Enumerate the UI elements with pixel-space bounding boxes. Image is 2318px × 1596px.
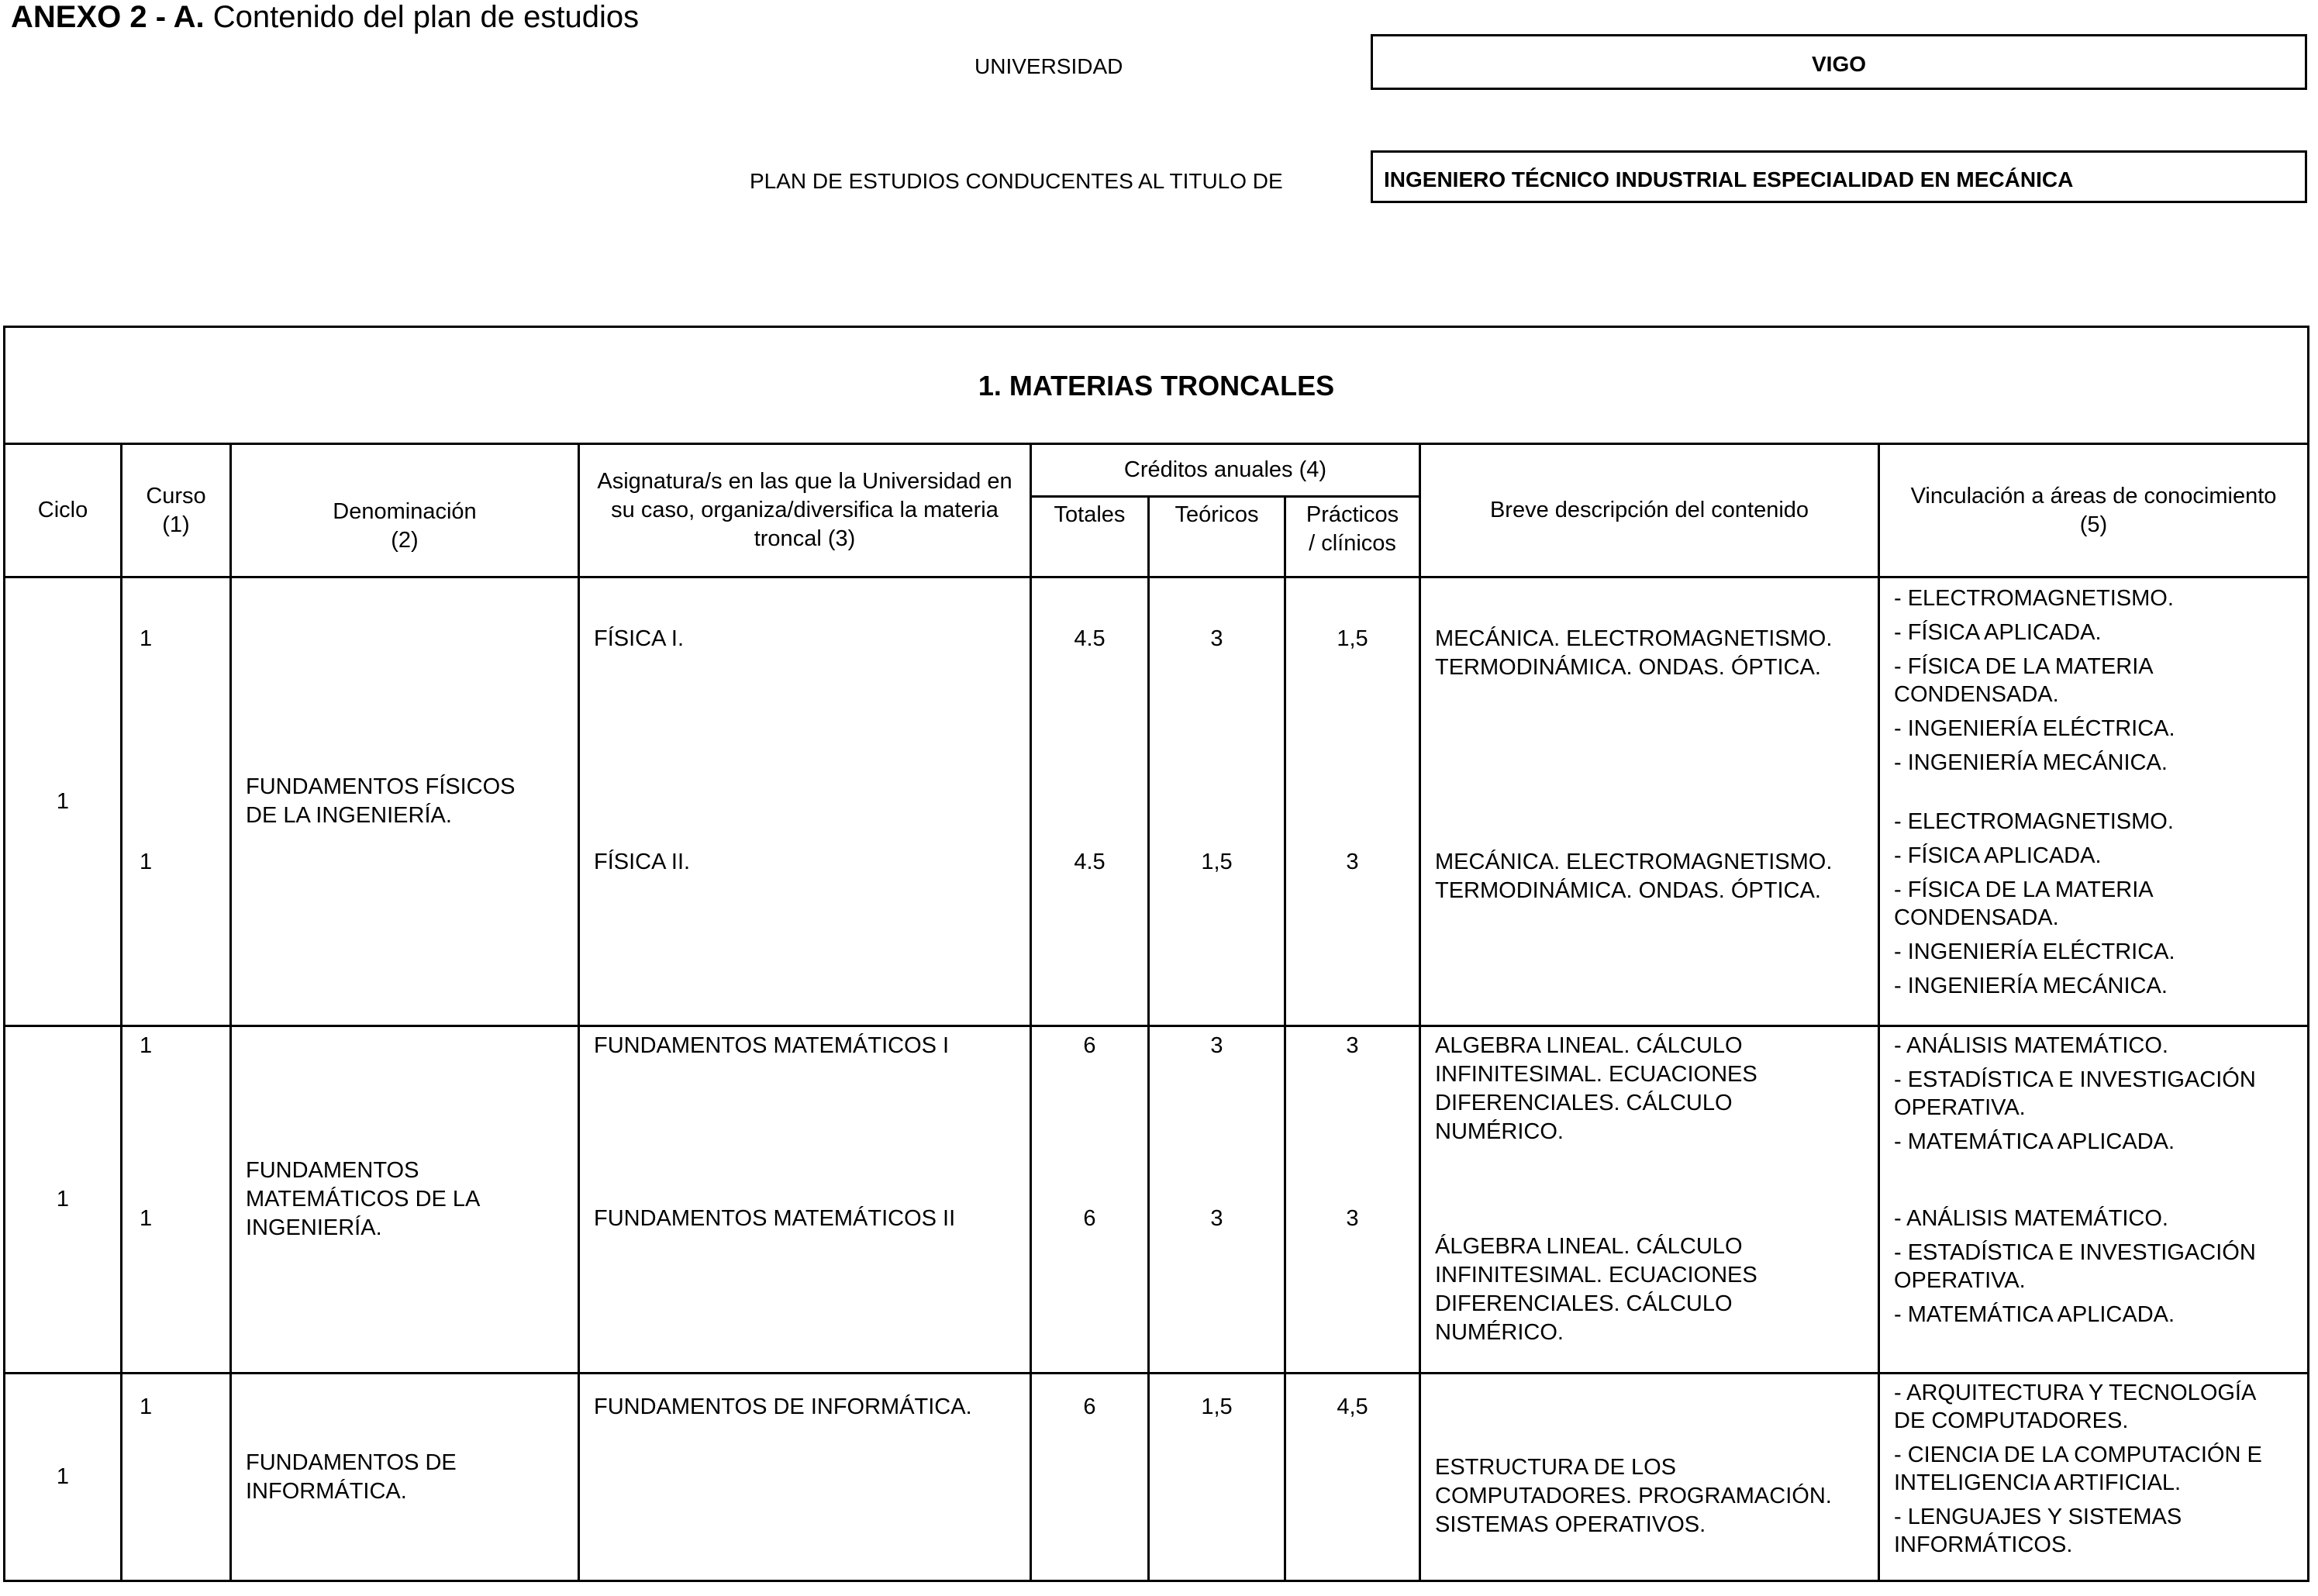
plan-label: PLAN DE ESTUDIOS CONDUCENTES AL TITULO DE [750, 169, 1283, 193]
area-item: - ESTADÍSTICA E INVESTIGACIÓN OPERATIVA. [1894, 1067, 2256, 1120]
area-item: - CIENCIA DE LA COMPUTACIÓN E INTELIGENCIA ARTIFICIAL. [1894, 1443, 2262, 1495]
denominacion-cell: FUNDAMENTOS MATEMÁTICOS DE LA INGENIERÍA. [231, 1026, 579, 1374]
curso-cell: 1 [122, 1374, 231, 1581]
area-item: - ELECTROMAGNETISMO. [1894, 586, 2174, 611]
university-box [1371, 34, 2307, 90]
university-label: UNIVERSIDAD [974, 54, 1123, 78]
col-creditos: Créditos anuales (4) [1031, 444, 1420, 497]
teoricos-cell: 3 [1149, 1026, 1285, 1200]
title-bold: ANEXO 2 - A. [11, 0, 205, 34]
areas-cell [1879, 1026, 2309, 1200]
areas-cell [1879, 1200, 2309, 1374]
col-asignatura: Asignatura/s en las que la Universidad en su caso, organiza/diversifica la materia troncal (3) [579, 444, 1031, 577]
area-item: - ESTADÍSTICA E INVESTIGACIÓN OPERATIVA. [1894, 1239, 2256, 1293]
teoricos-cell: 3 [1149, 1200, 1285, 1374]
table-row [5, 1026, 2309, 1200]
practicos-cell: 3 [1285, 1026, 1420, 1200]
plan-box [1371, 150, 2307, 203]
area-item: - MATEMÁTICA APLICADA. [1894, 1301, 2175, 1327]
totales-cell: 4.5 [1031, 801, 1149, 1026]
denominacion-cell: FUNDAMENTOS DE INFORMÁTICA. [231, 1374, 579, 1581]
area-item: - MATEMÁTICA APLICADA. [1894, 1129, 2175, 1154]
descripcion-cell: ESTRUCTURA DE LOS COMPUTADORES. PROGRAMACIÓN. SISTEMAS OPERATIVOS. [1420, 1374, 1879, 1581]
table-row [5, 577, 2309, 802]
area-item: - ELECTROMAGNETISMO. [1894, 809, 2174, 834]
areas-cell [1879, 577, 2309, 802]
descripcion-cell: MECÁNICA. ELECTROMAGNETISMO. TERMODINÁMICA. ONDAS. ÓPTICA. [1420, 577, 1879, 802]
col-descripcion: Breve descripción del contenido [1420, 444, 1879, 577]
practicos-cell: 3 [1285, 801, 1420, 1026]
area-item: - FÍSICA DE LA MATERIA CONDENSADA. [1894, 654, 2154, 707]
area-item: - FÍSICA DE LA MATERIA CONDENSADA. [1894, 877, 2154, 930]
area-item: - INGENIERÍA ELÉCTRICA. [1894, 716, 2175, 741]
descripcion-cell: ÁLGEBRA LINEAL. CÁLCULO INFINITESIMAL. ECUACIONES DIFERENCIALES. CÁLCULO NUMÉRICO. [1420, 1200, 1879, 1374]
col-teoricos: Teóricos [1149, 497, 1285, 577]
col-denominacion: Denominación (2) [231, 444, 579, 577]
area-item: - FÍSICA APLICADA. [1894, 843, 2102, 868]
area-item: - ARQUITECTURA Y TECNOLOGÍA DE COMPUTADORES. [1894, 1381, 2257, 1433]
area-item: - INGENIERÍA ELÉCTRICA. [1894, 939, 2175, 964]
asignatura-cell: FÍSICA II. [579, 801, 1031, 1026]
descripcion-cell: MECÁNICA. ELECTROMAGNETISMO. TERMODINÁMICA. ONDAS. ÓPTICA. [1420, 801, 1879, 1026]
asignatura-cell: FUNDAMENTOS MATEMÁTICOS II [579, 1200, 1031, 1374]
curso-cell: 1 [122, 1200, 231, 1374]
teoricos-cell: 1,5 [1149, 1374, 1285, 1581]
col-totales: Totales [1031, 497, 1149, 577]
col-curso: Curso (1) [122, 444, 231, 577]
asignatura-cell: FUNDAMENTOS DE INFORMÁTICA. [579, 1374, 1031, 1581]
curso-cell: 1 [122, 801, 231, 1026]
col-ciclo: Ciclo [5, 444, 122, 577]
areas-cell [1879, 801, 2309, 1026]
asignatura-cell: FÍSICA I. [579, 577, 1031, 802]
area-item: - FÍSICA APLICADA. [1894, 620, 2102, 645]
ciclo-cell: 1 [5, 577, 122, 1026]
curso-cell: 1 [122, 1026, 231, 1200]
table-body [5, 577, 2309, 1581]
practicos-cell: 4,5 [1285, 1374, 1420, 1581]
denominacion-cell: FUNDAMENTOS FÍSICOS DE LA INGENIERÍA. [231, 577, 579, 1026]
area-item: - LENGUAJES Y SISTEMAS INFORMÁTICOS. [1894, 1505, 2182, 1557]
areas-cell [1879, 1374, 2309, 1581]
practicos-cell: 1,5 [1285, 577, 1420, 802]
teoricos-cell: 3 [1149, 577, 1285, 802]
ciclo-cell: 1 [5, 1026, 122, 1374]
descripcion-cell: ALGEBRA LINEAL. CÁLCULO INFINITESIMAL. ECUACIONES DIFERENCIALES. CÁLCULO NUMÉRICO. [1420, 1026, 1879, 1200]
totales-cell: 6 [1031, 1026, 1149, 1200]
totales-cell: 6 [1031, 1200, 1149, 1374]
curso-cell: 1 [122, 577, 231, 802]
area-item: - ANÁLISIS MATEMÁTICO. [1894, 1033, 2168, 1058]
title-rest: Contenido del plan de estudios [204, 0, 640, 34]
totales-cell: 6 [1031, 1374, 1149, 1581]
col-practicos: Prácticos / clínicos [1285, 497, 1420, 577]
teoricos-cell: 1,5 [1149, 801, 1285, 1026]
section-title: 1. MATERIAS TRONCALES [5, 327, 2309, 444]
practicos-cell: 3 [1285, 1200, 1420, 1374]
table-row [5, 1374, 2309, 1581]
ciclo-cell: 1 [5, 1374, 122, 1581]
plan-value: INGENIERO TÉCNICO INDUSTRIAL ESPECIALIDAD EN MECÁNICA [1384, 167, 2074, 191]
area-item: - INGENIERÍA MECÁNICA. [1894, 974, 2168, 998]
totales-cell: 4.5 [1031, 577, 1149, 802]
asignatura-cell: FUNDAMENTOS MATEMÁTICOS I [579, 1026, 1031, 1200]
document-title [11, 0, 639, 35]
university-value: VIGO [1811, 52, 1866, 76]
materias-troncales-table [3, 326, 2309, 1582]
col-vinculacion: Vinculación a áreas de conocimiento (5) [1879, 444, 2309, 577]
area-item: - ANÁLISIS MATEMÁTICO. [1894, 1205, 2168, 1231]
area-item: - INGENIERÍA MECÁNICA. [1894, 750, 2168, 775]
